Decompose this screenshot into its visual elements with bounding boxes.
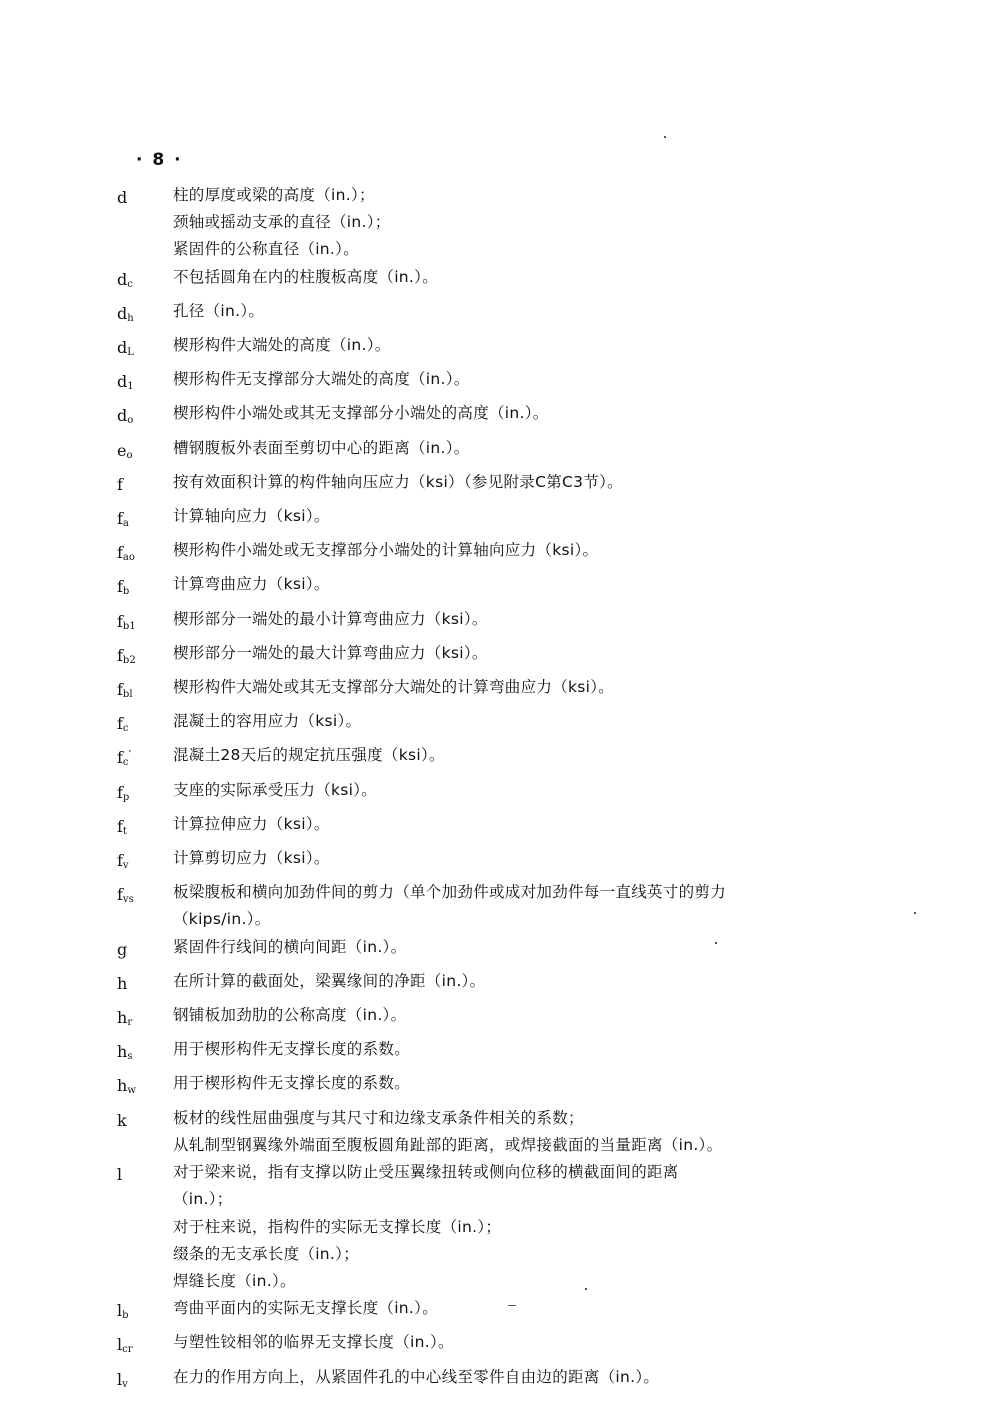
glossary-entry [0,879,992,933]
symbol-subscript: b [122,586,130,598]
glossary-list [0,182,992,1398]
symbol-base: f [117,611,123,631]
entry-definition [173,1070,823,1097]
definition-line: 楔形部分一端处的最大计算弯曲应力（ksi）。 [173,643,488,662]
definition-line: 楔形部分一端处的最小计算弯曲应力（ksi）。 [173,609,488,628]
entry-definition [173,400,823,427]
glossary-entry [0,1329,992,1363]
entry-definition [173,742,823,769]
definition-line: （in.）； [173,1190,233,1209]
entry-symbol [117,366,173,400]
symbol-subscript: v [122,1378,128,1390]
glossary-entry [0,435,992,469]
entry-symbol [117,845,173,879]
entry-definition [173,1329,823,1356]
symbol-base: f [117,782,123,802]
definition-line: 钢铺板加劲肋的公称高度（in.）。 [173,1006,407,1025]
glossary-entry [0,1070,992,1104]
glossary-entry [0,298,992,332]
entry-definition [173,606,823,633]
scan-speck [715,942,717,944]
definition-line: 不包括圆角在内的柱腹板高度（in.）。 [173,267,439,286]
entry-symbol [117,264,173,298]
definition-line: 混凝土28天后的规定抗压强度（ksi）。 [173,746,445,765]
symbol-base: f [117,885,123,905]
symbol-base: d [117,372,128,392]
glossary-entry [0,1295,992,1329]
glossary-entry [0,934,992,968]
scan-speck [664,136,666,138]
symbol-base: d [117,406,128,426]
glossary-entry [0,606,992,640]
definition-line: 计算轴向应力（ksi）。 [173,507,330,526]
definition-line: 缀条的无支承长度（in.）； [173,1244,360,1263]
entry-definition [173,777,823,804]
definition-line: 在力的作用方向上，从紧固件孔的中心线至零件自由边的距离（in.）。 [173,1367,660,1386]
symbol-base: l [117,1335,123,1355]
definition-line: 楔形构件大端处的高度（in.）。 [173,336,391,355]
symbol-base: l [117,1369,123,1389]
symbol-subscript: L [127,347,134,359]
entry-symbol [117,1329,173,1363]
entry-definition [173,1364,823,1391]
definition-line: 板材的线性屈曲强度与其尺寸和边缘支承条件相关的系数； [173,1108,584,1127]
definition-line: 弯曲平面内的实际无支撑长度（in.）。 [173,1299,439,1318]
entry-definition [173,968,823,995]
entry-definition [173,537,823,564]
symbol-base: f [117,816,123,836]
entry-definition [173,435,823,462]
glossary-entry [0,366,992,400]
symbol-base: l [117,1165,123,1185]
entry-definition [173,1105,823,1159]
entry-definition [173,503,823,530]
entry-symbol [117,182,173,216]
symbol-subscript: t [122,825,127,837]
symbol-base: f [117,851,123,871]
symbol-base: e [117,440,127,460]
symbol-base: h [117,973,128,993]
definition-line: 与塑性铰相邻的临界无支撑长度（in.）。 [173,1333,454,1352]
definition-line: 计算弯曲应力（ksi）。 [173,575,330,594]
symbol-base: d [117,338,128,358]
entry-symbol [117,1002,173,1036]
symbol-subscript: b2 [122,654,136,666]
definition-line: 紧固件行线间的横向间距（in.）。 [173,937,407,956]
symbol-subscript: 1 [127,381,134,393]
entry-definition [173,366,823,393]
glossary-entry [0,674,992,708]
entry-symbol [117,1295,173,1329]
symbol-subscript: r [127,1017,133,1029]
symbol-subscript: o [127,415,134,427]
symbol-subscript: b1 [122,620,136,632]
glossary-entry [0,1159,992,1295]
glossary-entry [0,640,992,674]
scan-speck [508,1305,516,1306]
entry-symbol [117,1105,173,1139]
glossary-entry [0,537,992,571]
definition-line: 在所计算的截面处，梁翼缘间的净距（in.）。 [173,971,486,990]
symbol-base: g [117,939,128,959]
entry-symbol [117,811,173,845]
symbol-base: d [117,303,128,323]
entry-symbol [117,1036,173,1070]
definition-line: 槽钢腹板外表面至剪切中心的距离（in.）。 [173,438,470,457]
entry-symbol [117,537,173,571]
symbol-subscript: c [122,723,129,735]
symbol-base: f [117,509,123,529]
glossary-entry [0,264,992,298]
symbol-subscript: w [127,1085,136,1097]
symbol-subscript: c [127,278,133,290]
symbol-subscript: b [122,1310,129,1322]
glossary-entry [0,1036,992,1070]
entry-symbol [117,503,173,537]
symbol-base: f [117,714,123,734]
glossary-entry [0,1002,992,1036]
entry-symbol [117,1070,173,1104]
entry-symbol [117,777,173,811]
definition-line: 紧固件的公称直径（in.）。 [173,240,360,259]
definition-line: 按有效面积计算的构件轴向压应力（ksi）（参见附录C第C3节）。 [173,472,623,491]
entry-symbol [117,469,173,503]
symbol-subscript: bl [122,689,133,701]
definition-line: 柱的厚度或梁的高度（in.）； [173,186,375,204]
symbol-subscript: c [122,757,129,769]
symbol-subscript: ao [122,552,135,564]
symbol-subscript: a [122,518,129,530]
symbol-base: f [117,645,123,665]
definition-line: 用于楔形构件无支撑长度的系数。 [173,1074,411,1093]
definition-line: 焊缝长度（in.）。 [173,1271,296,1290]
glossary-entry [0,968,992,1002]
definition-line: 楔形构件小端处或其无支撑部分小端处的高度（in.）。 [173,404,549,423]
entry-symbol [117,640,173,674]
definition-line: 计算拉伸应力（ksi）。 [173,814,330,833]
entry-definition [173,1036,823,1063]
entry-definition [173,811,823,838]
glossary-entry [0,571,992,605]
scan-speck [585,1288,587,1290]
entry-symbol [117,742,173,776]
entry-definition [173,1295,823,1322]
entry-symbol [117,1364,173,1398]
symbol-subscript: vs [122,894,134,906]
entry-definition [173,708,823,735]
glossary-entry [0,182,992,264]
entry-definition [173,879,823,933]
definition-line: 对于梁来说，指有支撑以防止受压翼缘扭转或侧向位移的横截面间的距离 [173,1163,679,1182]
glossary-entry [0,811,992,845]
entry-definition [173,640,823,667]
symbol-subscript: cr [122,1344,133,1356]
entry-symbol [117,332,173,366]
entry-definition [173,469,823,496]
symbol-subscript: v [122,860,129,872]
entry-definition [173,1002,823,1029]
glossary-entry [0,400,992,434]
entry-definition [173,934,823,961]
entry-symbol [117,708,173,742]
definition-line: 混凝土的容用应力（ksi）。 [173,712,362,731]
entry-symbol [117,934,173,968]
entry-symbol [117,298,173,332]
entry-symbol [117,606,173,640]
definition-line: 对于柱来说，指构件的实际无支撑长度（in.）； [173,1217,502,1236]
entry-symbol [117,400,173,434]
glossary-entry [0,1105,992,1159]
entry-definition [173,1159,823,1295]
symbol-base: f [117,577,123,597]
entry-definition [173,571,823,598]
page-number: · 8 · [136,150,183,170]
symbol-base: l [117,1301,123,1321]
glossary-entry [0,708,992,742]
glossary-entry [0,777,992,811]
definition-line: 颈轴或摇动支承的直径（in.）； [173,213,391,232]
glossary-entry [0,469,992,503]
entry-symbol [117,571,173,605]
definition-line: 用于楔形构件无支撑长度的系数。 [173,1040,411,1059]
glossary-entry [0,845,992,879]
entry-definition [173,264,823,291]
glossary-entry [0,332,992,366]
entry-symbol [117,1159,173,1193]
definition-line: 楔形构件无支撑部分大端处的高度（in.）。 [173,370,470,389]
symbol-base: h [117,1076,128,1096]
entry-definition [173,845,823,872]
entry-definition [173,298,823,325]
entry-definition [173,674,823,701]
glossary-entry [0,742,992,776]
glossary-entry [0,503,992,537]
symbol-base: f [117,748,123,768]
definition-line: 楔形构件大端处或其无支撑部分大端处的计算弯曲应力（ksi）。 [173,678,615,697]
entry-symbol [117,879,173,913]
symbol-prime: ′ [128,748,132,763]
scan-speck [914,912,916,914]
symbol-base: f [117,543,123,563]
definition-line: 计算剪切应力（ksi）。 [173,849,330,868]
entry-symbol [117,435,173,469]
definition-line: （kips/in.）。 [173,910,271,929]
symbol-base: k [117,1110,127,1130]
symbol-base: d [117,269,128,289]
symbol-subscript: h [127,312,134,324]
symbol-base: h [117,1042,128,1062]
entry-symbol [117,674,173,708]
symbol-subscript: s [127,1051,133,1063]
symbol-subscript: o [126,449,133,461]
entry-symbol [117,968,173,1002]
symbol-base: f [117,680,123,700]
symbol-base: d [117,188,128,207]
glossary-entry [0,1364,992,1398]
definition-line: 板梁腹板和横向加劲件间的剪力（单个加劲件或成对加劲件每一直线英寸的剪力 [173,883,727,902]
symbol-base: h [117,1008,128,1028]
definition-line: 孔径（in.）。 [173,301,265,320]
definition-line: 楔形构件小端处或无支撑部分小端处的计算轴向应力（ksi）。 [173,541,599,560]
symbol-subscript: p [122,791,130,803]
definition-line: 从轧制型钢翼缘外端面至腹板圆角趾部的距离，或焊接截面的当量距离（in.）。 [173,1135,723,1154]
entry-definition [173,182,823,264]
symbol-base: f [117,474,123,494]
definition-line: 支座的实际承受压力（ksi）。 [173,780,378,799]
entry-definition [173,332,823,359]
